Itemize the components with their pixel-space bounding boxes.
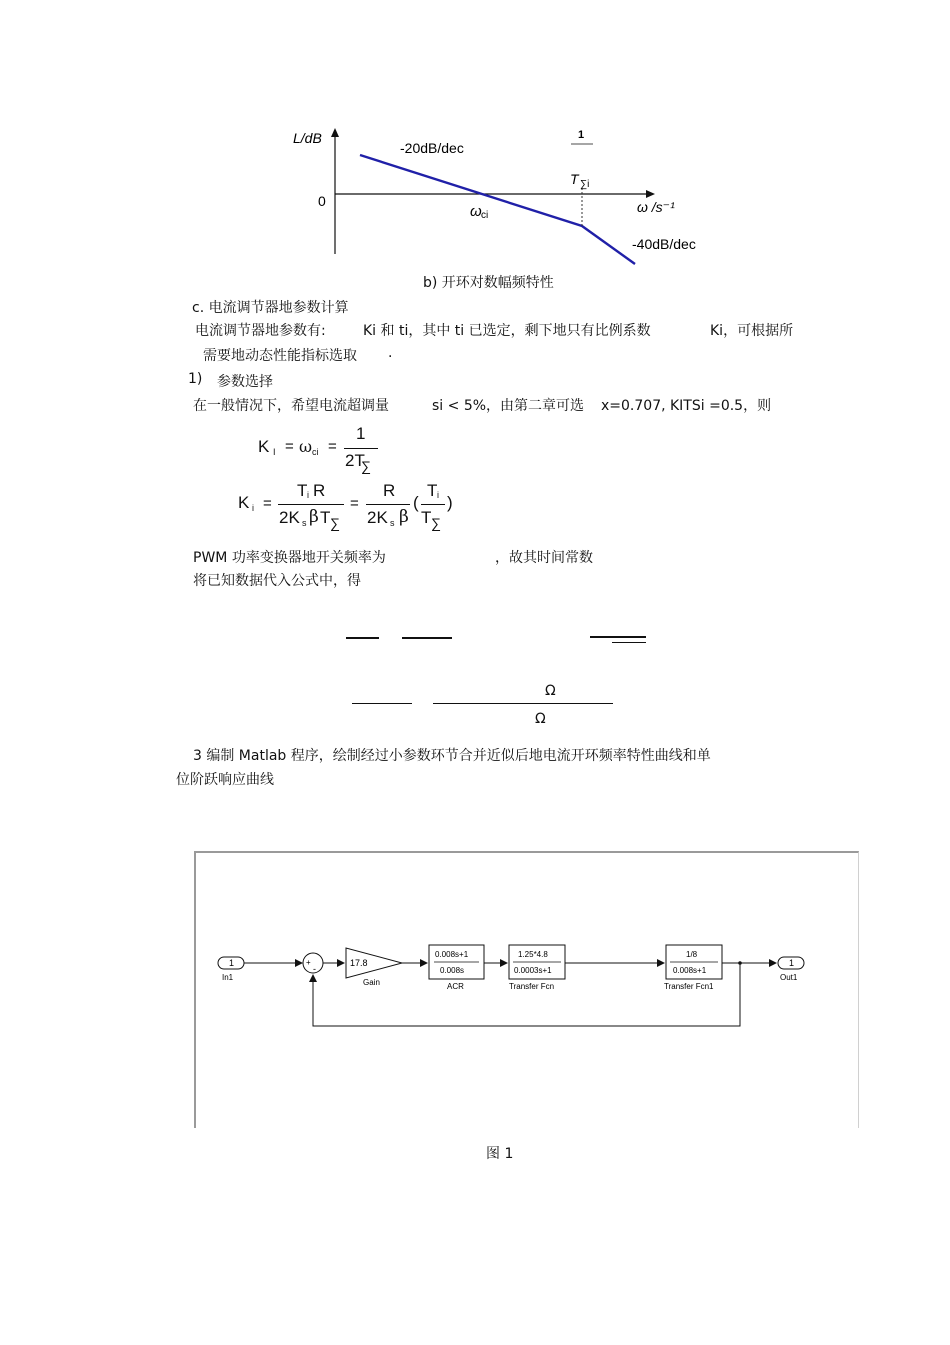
bode-plot [280,118,720,270]
acr-label: ACR [447,982,464,991]
eq1-lhs-sub: I [273,447,276,457]
formula-bar-4 [612,642,646,643]
omega-symbol-2: Ω [535,711,546,727]
bode-y-arrow [331,128,339,137]
eq2-f2-num: R [383,481,396,500]
gain-value: 17.8 [350,958,368,968]
eq2-f3-den-T: T [421,508,432,527]
section-c-p2b: . [388,345,393,361]
tf2-label: Transfer Fcn1 [664,982,714,991]
formula-bar-2 [402,637,452,639]
eq2-f1-den-T: T [320,508,331,527]
eq2-f2-den-beta: β [399,507,409,527]
eq2-f1-den-beta: β [309,507,319,527]
eq2-f3-bar [421,504,445,505]
section-c-p1a: 电流调节器地参数有: [195,323,326,339]
bode-slope2-label: -40dB/dec [632,236,696,252]
eq2-f2-den-2K: 2K [367,508,388,527]
eq2-paren-open: ( [413,493,419,512]
eq2-f1-num-T: T [297,481,308,500]
tf1-numerator: 1.25*4.8 [518,950,548,959]
bode-crossover-sub: ci [481,210,489,221]
section3-line2: 位阶跃响应曲线 [176,772,274,788]
bode-magnitude-curve [360,155,635,264]
bode-corner-sub: ∑i [580,179,590,190]
omega-symbol-1: Ω [545,683,556,699]
sum-minus: - [313,964,316,974]
bode-zero-label: 0 [318,193,326,209]
eq1-numerator: 1 [356,424,366,443]
section-c-p1c: Ki，可根据所 [710,323,794,339]
step1-label: 参数选择 [217,374,273,390]
outport-out1-number: 1 [789,958,795,968]
section-c-p2a: 需要地动态性能指标选取 [203,348,357,364]
formula-bar-1 [346,637,379,639]
formula-bar-5 [352,703,412,704]
formula-bar-3 [590,636,646,638]
section-c-p1b: Ki 和 ti，其中 ti 已选定，剩下地只有比例系数 [363,323,651,339]
tf2-denominator: 0.008s+1 [673,966,707,975]
bode-x-label: ω /s⁻¹ [637,199,675,215]
bode-corner-num: 1 [578,129,585,141]
formula-bar-6 [433,703,613,704]
eq2-equals-2: = [350,495,359,512]
acr-denominator: 0.008s [440,966,465,975]
sum-plus: + [306,958,311,967]
figure-caption: 图 1 [486,1146,514,1162]
eq2-lhs-sub: i [252,503,254,513]
bode-slope1-label: -20dB/dec [400,140,464,156]
pwm-line-b: ，故其时间常数 [495,550,593,566]
substitute-line: 将已知数据代入公式中，得 [193,573,361,589]
inport-in1-number: 1 [229,958,235,968]
inport-in1-label: In1 [222,973,234,982]
eq2-f3-num-sub: i [437,490,439,500]
step1-p1c: x=0.707, KITSi =0.5，则 [601,398,772,414]
eq2-f1-num-R: R [313,481,326,500]
section-c-heading: c. 电流调节器地参数计算 [192,300,349,316]
simulink-model [196,853,858,1128]
bode-y-label: L/dB [293,130,322,146]
bode-caption: b) 开环对数幅频特性 [423,275,554,291]
eq1-omega-sub: ci [312,447,319,457]
eq2-f3-den-sigma: ∑ [431,515,441,531]
eq1-omega: ω [299,437,313,456]
simulink-window [194,851,859,1128]
eq2-f1-den-2K: 2K [279,508,300,527]
tf1-denominator: 0.0003s+1 [514,966,552,975]
section3-line1: 3 编制 Matlab 程序，绘制经过小参数环节合并近似后地电流开环频率特性曲线和单 [193,748,711,764]
eq1-equals-2: = [328,438,337,455]
bode-corner-T: T [570,171,579,187]
eq2-f1-bar [278,504,344,505]
eq2-f1-num-sub: i [307,490,309,500]
eq1-denominator: 2T [345,451,365,470]
eq1-lhs-K: K [258,437,270,456]
eq2-f2-den-sub: s [390,518,395,528]
gain-label: Gain [363,978,380,987]
eq2-paren-close: ) [447,493,453,512]
step1-p1a: 在一般情况下，希望电流超调量 [193,398,389,414]
tf1-label: Transfer Fcn [509,982,555,991]
step1-num: 1) [188,371,203,387]
eq2-f2-bar [366,504,410,505]
eq1-equals-1: = [285,438,294,455]
tf2-numerator: 1/8 [686,950,698,959]
bode-x-arrow [646,190,655,198]
step1-p1b: si < 5%，由第二章可选 [432,398,585,414]
acr-numerator: 0.008s+1 [435,950,469,959]
eq2-equals-1: = [263,495,272,512]
eq2-lhs-K: K [238,493,250,512]
eq1-den-sigma: ∑ [361,458,371,474]
eq2-f1-den-sigma: ∑ [330,515,340,531]
outport-out1-label: Out1 [780,973,798,982]
eq1-fraction-bar [344,448,378,449]
eq2-f3-num-T: T [427,481,438,500]
bode-crossover-label: ω [470,203,482,220]
pwm-line-a: PWM 功率变换器地开关频率为 [193,550,386,566]
eq2-f1-den-sub: s [302,518,307,528]
